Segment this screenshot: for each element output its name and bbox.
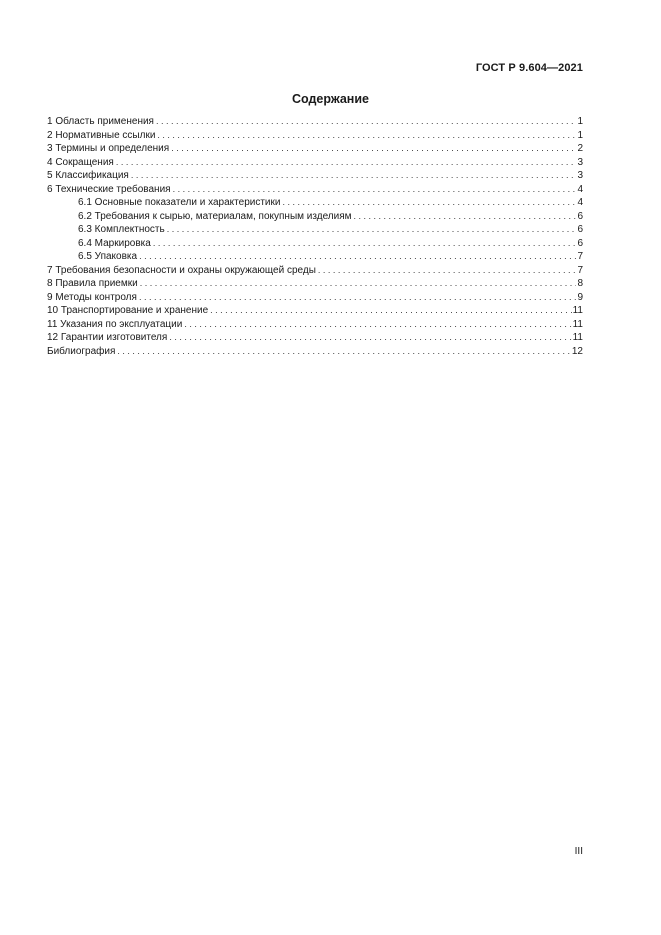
toc-entry[interactable] [47,304,583,318]
toc-entry-page: 8 [577,278,583,289]
toc-entry-label: 7 Требования безопасности и охраны окружающей среды [47,264,316,276]
toc-subentry[interactable] [47,223,583,237]
toc-dot-leader [167,223,577,237]
toc-entry[interactable] [47,318,583,332]
toc-entry-page: 9 [577,291,583,303]
toc-subentry[interactable] [47,250,583,264]
toc-title: Содержание [291,92,369,106]
toc-dot-leader [184,318,571,332]
toc-entry[interactable] [47,115,583,129]
toc-dot-leader [173,183,577,197]
toc-entry-label: 4 Сокращения [47,156,114,168]
toc-subentry[interactable] [47,210,583,224]
toc-dot-leader [139,291,577,305]
toc-entry[interactable] [47,291,583,305]
toc-dot-leader [282,196,576,210]
toc-entry[interactable] [47,264,583,278]
toc-dot-leader [210,304,571,318]
toc-entry-label: 6.1 Основные показатели и характеристики [78,197,281,208]
toc-entry-label: 6.4 Маркировка [78,237,151,249]
toc-entry[interactable] [47,345,583,359]
toc-dot-leader [169,331,571,345]
toc-dot-leader [131,169,577,183]
toc-entry-label: 3 Термины и определения [47,143,170,154]
toc-entry-label: Библиография [47,345,116,357]
toc-dot-leader [157,129,576,143]
toc-subentry[interactable] [47,237,583,251]
toc-dot-leader [318,264,577,278]
toc-dot-leader [354,210,577,224]
toc-entry-label: 11 Указания по эксплуатации [47,318,183,330]
toc-entry-label: 6.5 Упаковка [78,251,138,262]
toc-dot-leader [117,345,570,359]
toc-entry-label: 10 Транспортирование и хранение [47,305,209,316]
toc-entry[interactable] [47,183,583,197]
toc-entry-page: 1 [577,129,583,141]
toc-entry-page: 11 [572,305,583,316]
toc-dot-leader [116,156,577,170]
toc-dot-leader [140,277,577,291]
toc-entry-page: 7 [577,251,583,262]
document-code: ГОСТ Р 9.604—2021 [475,62,583,74]
toc-entry-page: 11 [572,318,583,330]
toc-entry[interactable] [47,331,583,345]
toc-entry-page: 6 [577,210,583,222]
toc-dot-leader [156,115,576,129]
toc-entry[interactable] [47,142,583,156]
page-number: III [574,846,583,857]
toc-entry-page: 3 [577,170,583,181]
toc-dot-leader [171,142,576,156]
toc-entry-label: 5 Классификация [47,170,129,181]
toc-entry-label: 6 Технические требования [47,183,171,195]
toc-entry-label: 1 Область применения [47,116,154,127]
toc-entry-page: 12 [571,345,583,357]
toc-entry-label: 6.3 Комплектность [78,224,165,235]
toc-entry-label: 9 Методы контроля [47,291,137,303]
toc-dot-leader [153,237,577,251]
toc-entry-label: 12 Гарантии изготовителя [47,332,168,343]
toc-entry[interactable] [47,156,583,170]
toc-dot-leader [139,250,576,264]
toc-entry-page: 6 [577,224,583,235]
table-of-contents [47,115,583,358]
toc-entry-label: 2 Нормативные ссылки [47,129,156,141]
toc-entry-page: 3 [577,156,583,168]
toc-entry-label: 8 Правила приемки [47,278,138,289]
toc-entry-page: 4 [577,197,583,208]
toc-subentry[interactable] [47,196,583,210]
toc-entry[interactable] [47,277,583,291]
toc-entry-page: 6 [577,237,583,249]
toc-entry-page: 1 [577,116,583,127]
toc-entry[interactable] [47,129,583,143]
toc-entry-page: 2 [577,143,583,154]
toc-entry-page: 4 [577,183,583,195]
toc-entry-page: 11 [572,332,583,343]
toc-entry-page: 7 [577,264,583,276]
toc-entry[interactable] [47,169,583,183]
toc-entry-label: 6.2 Требования к сырью, материалам, покупным изделиям [78,210,352,222]
